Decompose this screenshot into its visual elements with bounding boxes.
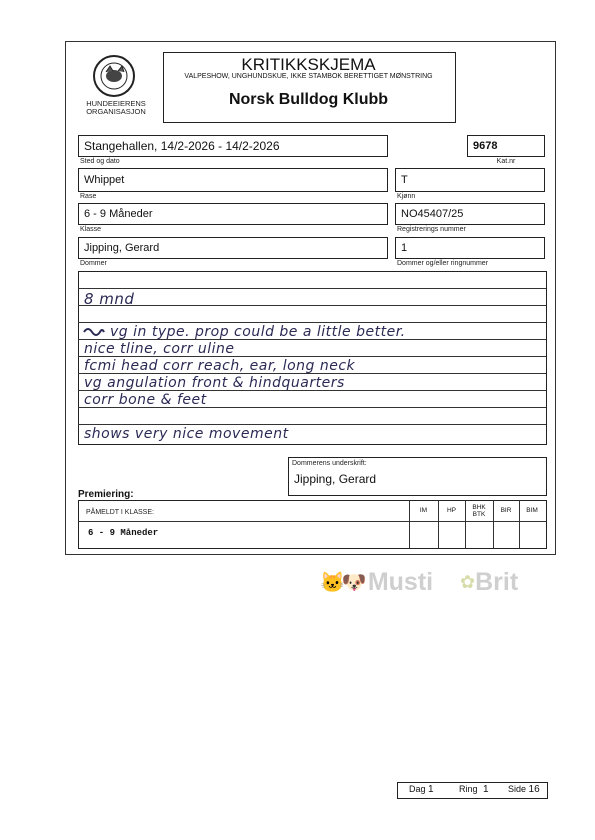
- nkk-logo: [85, 52, 143, 104]
- registration-field[interactable]: NO45407/25: [395, 203, 545, 225]
- class-label: Klasse: [80, 226, 102, 233]
- breed-label: Rase: [80, 193, 97, 200]
- judge-label: Dommer: [80, 260, 107, 267]
- brit-wordmark: Brit: [475, 568, 519, 596]
- column-hp: HP: [446, 507, 457, 514]
- column-bim: BIM: [526, 507, 538, 514]
- paw-icon: ✿: [460, 572, 476, 592]
- page-value: 16: [528, 784, 540, 795]
- sex-field[interactable]: T: [395, 168, 545, 192]
- critique-line: 8 mnd: [84, 290, 135, 308]
- table-rule: [78, 521, 546, 522]
- ring-label: Ring: [459, 784, 478, 794]
- rule-line: [78, 424, 546, 425]
- footer-ring: [459, 784, 489, 795]
- critique-line: vg angulation front & hindquarters: [84, 375, 345, 391]
- day-value: 1: [428, 784, 434, 795]
- entered-class-value: 6 - 9 Måneder: [88, 528, 159, 538]
- signature-value[interactable]: Jipping, Gerard: [294, 472, 377, 486]
- column-im: IM: [419, 507, 428, 514]
- column-bir: BIR: [500, 507, 512, 514]
- judge-field[interactable]: Jipping, Gerard: [78, 237, 388, 259]
- premiering-title: Premiering:: [78, 489, 134, 500]
- rule-line: [78, 288, 546, 289]
- class-field[interactable]: 6 - 9 Måneder: [78, 203, 388, 225]
- club-name: Norsk Bulldog Klubb: [228, 91, 389, 108]
- registration-label: Registrerings nummer: [397, 226, 466, 233]
- critique-line: fcmi head corr reach, ear, long neck: [84, 358, 356, 374]
- critique-line: vg in type. prop could be a little better.: [110, 324, 406, 340]
- logo-caption: HUNDEEIERENS ORGANISASJON: [86, 99, 146, 116]
- cat-number-field[interactable]: 9678: [467, 135, 545, 157]
- column-bhk-btk: BHK BTK: [472, 503, 486, 518]
- ring-number-field[interactable]: 1: [395, 237, 545, 259]
- brit-logo: [460, 568, 518, 597]
- musti-logo: [320, 568, 433, 597]
- critique-line: shows very nice movement: [84, 426, 289, 442]
- place-date-label: Sted og dato: [80, 158, 120, 165]
- page-label: Side: [508, 784, 527, 794]
- musti-pets-icon: 🐱🐶: [320, 572, 364, 594]
- day-label: Dag: [409, 784, 426, 794]
- footer-page: [508, 784, 540, 795]
- footer-day: [409, 784, 434, 795]
- critique-line: corr bone & feet: [84, 392, 207, 408]
- ring-number-label: Dommer og/eller ringnummer: [397, 260, 489, 267]
- class-header: PÅMELDT I KLASSE:: [86, 509, 154, 516]
- musti-wordmark: Musti: [367, 568, 434, 596]
- rule-line: [78, 322, 546, 323]
- form-title: KRITIKKSKJEMA: [241, 55, 376, 74]
- cat-number-label: Kat.nr: [496, 158, 516, 165]
- form-subtitle: VALPESHOW, UNGHUNDSKUE, IKKE STAMBOK BERETTIGET MØNSTRING: [184, 73, 433, 80]
- sex-label: Kjønn: [397, 193, 416, 200]
- scribble-mark: [82, 326, 106, 338]
- place-date-field[interactable]: Stangehallen, 14/2-2026 - 14/2-2026: [78, 135, 388, 157]
- breed-field[interactable]: Whippet: [78, 168, 388, 192]
- ring-value: 1: [483, 784, 489, 795]
- rule-line: [78, 305, 546, 306]
- logo-box: [85, 52, 146, 120]
- critique-line: nice tline, corr uline: [84, 341, 235, 357]
- signature-label: Dommerens underskrift:: [292, 460, 367, 467]
